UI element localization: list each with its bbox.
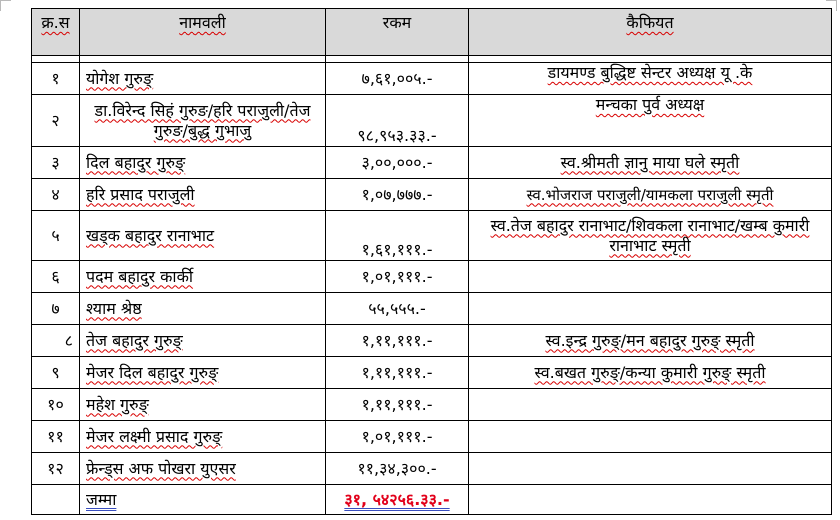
row-amount: ५५,५५५.- bbox=[326, 293, 469, 325]
table-row bbox=[32, 63, 832, 95]
total-serial-empty bbox=[32, 485, 80, 515]
table-row bbox=[32, 357, 832, 389]
row-amount: ९८,९५३.३३.- bbox=[326, 95, 469, 147]
table-row bbox=[32, 211, 832, 261]
table-row bbox=[32, 147, 832, 179]
row-serial: ८ bbox=[32, 325, 80, 357]
row-amount: १,०१,१११.- bbox=[326, 421, 469, 453]
row-remarks: स्व.श्रीमती ज्ञानु माया घले स्मृती bbox=[469, 147, 832, 179]
row-serial: ६ bbox=[32, 261, 80, 293]
table-row bbox=[32, 293, 832, 325]
row-serial: ३ bbox=[32, 147, 80, 179]
row-serial: १ bbox=[32, 63, 80, 95]
row-remarks bbox=[469, 453, 832, 485]
spacer-row bbox=[32, 56, 832, 63]
row-serial: २ bbox=[32, 95, 80, 147]
row-amount: ७,६१,००५.- bbox=[326, 63, 469, 95]
row-name: तेज बहादुर गुरुङ् bbox=[80, 325, 326, 357]
table-row bbox=[32, 179, 832, 211]
row-remarks bbox=[469, 389, 832, 421]
row-remarks: मन्चका पुर्व अध्यक्ष bbox=[469, 95, 832, 147]
row-amount: १,६१,१११.- bbox=[326, 211, 469, 261]
row-amount: १,११,१११.- bbox=[326, 357, 469, 389]
row-serial: १० bbox=[32, 389, 80, 421]
row-name: पदम बहादुर कार्की bbox=[80, 261, 326, 293]
row-name: मेजर दिल बहादुर गुरुङ् bbox=[80, 357, 326, 389]
row-name: महेश गुरुङ् bbox=[80, 389, 326, 421]
donation-table bbox=[31, 8, 832, 515]
table-row bbox=[32, 453, 832, 485]
row-name: हरि प्रसाद पराजुली bbox=[80, 179, 326, 211]
header-name: नामवली bbox=[80, 9, 326, 56]
row-serial: ९ bbox=[32, 357, 80, 389]
row-serial: १२ bbox=[32, 453, 80, 485]
page-corner-mark-left bbox=[0, 0, 11, 11]
row-name: मेजर लक्ष्मी प्रसाद गुरुङ् bbox=[80, 421, 326, 453]
total-amount: ३१, ५४२५६.३३.- bbox=[326, 485, 469, 515]
table-row bbox=[32, 261, 832, 293]
table-row bbox=[32, 389, 832, 421]
header-remarks: कैफियत bbox=[469, 9, 832, 56]
row-name: योगेश गुरुङ् bbox=[80, 63, 326, 95]
row-amount: ११,३४,३००.- bbox=[326, 453, 469, 485]
total-row bbox=[32, 485, 832, 515]
table-row bbox=[32, 95, 832, 147]
row-serial: ४ bbox=[32, 179, 80, 211]
row-remarks bbox=[469, 421, 832, 453]
row-amount: १,११,१११.- bbox=[326, 325, 469, 357]
row-remarks bbox=[469, 293, 832, 325]
row-serial: ७ bbox=[32, 293, 80, 325]
row-serial: ११ bbox=[32, 421, 80, 453]
row-name: श्याम श्रेष्ठ bbox=[80, 293, 326, 325]
row-remarks bbox=[469, 261, 832, 293]
row-amount: १,०१,१११.- bbox=[326, 261, 469, 293]
row-remarks: स्व.बखत गुरुङ्/कन्या कुमारी गुरुङ् स्मृती bbox=[469, 357, 832, 389]
header-row bbox=[32, 9, 832, 56]
row-serial: ५ bbox=[32, 211, 80, 261]
row-remarks: स्व.इन्द्र गुरुङ्/मन बहादुर गुरुङ् स्मृती bbox=[469, 325, 832, 357]
row-remarks: डायमण्ड बुद्धिष्ट सेन्टर अध्यक्ष यू .के bbox=[469, 63, 832, 95]
table-row bbox=[32, 325, 832, 357]
row-name: दिल बहादुर गुरुङ् bbox=[80, 147, 326, 179]
row-remarks: स्व.तेज बहादुर रानाभाट/शिवकला रानाभाट/खम्ब कुमारी रानाभाट स्मृती bbox=[469, 211, 832, 261]
row-remarks: स्व.भोजराज पराजुली/यामकला पराजुली स्मृती bbox=[469, 179, 832, 211]
header-amount: रकम bbox=[326, 9, 469, 56]
header-serial: क्र.स bbox=[32, 9, 80, 56]
table-row bbox=[32, 421, 832, 453]
row-name: डा.विरेन्द सिहं गुरुङ/हरि पराजुली/तेज गुरुङ/बुद्ध गुभाजु bbox=[80, 95, 326, 147]
total-remarks-empty bbox=[469, 485, 832, 515]
row-name: खड्क बहादुर रानाभाट bbox=[80, 211, 326, 261]
row-name: फ्रेन्ड्स अफ पोखरा युएसर bbox=[80, 453, 326, 485]
row-amount: ३,००,०००.- bbox=[326, 147, 469, 179]
total-label: जम्मा bbox=[80, 485, 326, 515]
row-amount: १,११,१११.- bbox=[326, 389, 469, 421]
row-amount: १,०७,७७७.- bbox=[326, 179, 469, 211]
